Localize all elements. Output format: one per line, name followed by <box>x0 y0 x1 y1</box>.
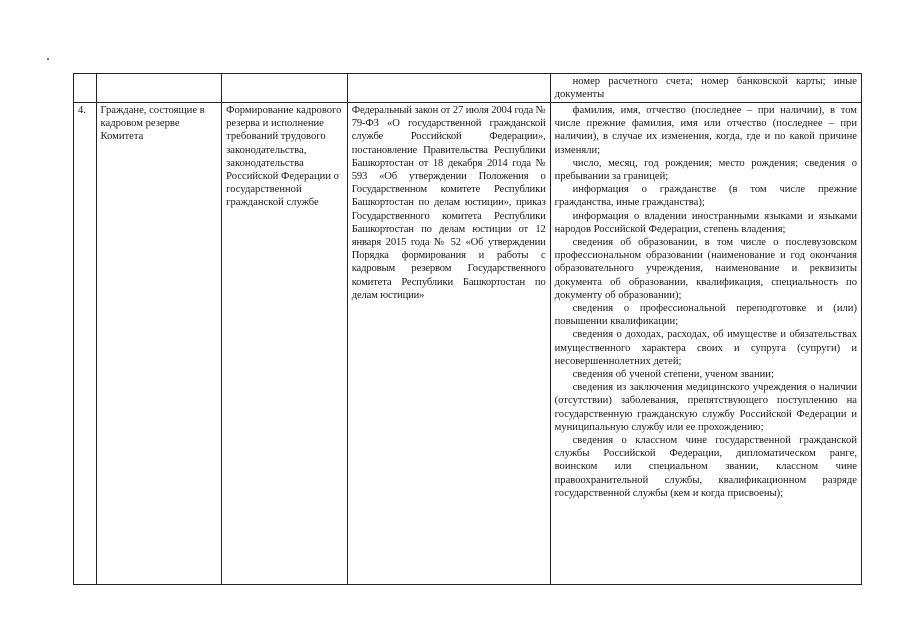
data-item-text: номер расчетного счета; номер банковской карты; иные документы <box>554 76 857 101</box>
data-item: сведения об ученой степени, ученом звании; <box>572 369 774 381</box>
data-item: сведения о профессиональной переподготовке и (или) повышении квалификации; <box>554 303 857 328</box>
table-row-4 <box>74 103 862 585</box>
cell-data-continuation <box>550 74 861 103</box>
cell-category <box>96 74 222 103</box>
personal-data-list <box>550 103 861 585</box>
data-item: сведения об образовании, в том числе о послевузовском профессиональном образовании (наименование и год окончания образовательного учреждения, наименование и реквизиты документа об образовании, квалификация, специальность по документу об образовании); <box>554 237 857 301</box>
data-item: число, месяц, год рождения; место рождения; сведения о пребывании за границей; <box>554 157 857 183</box>
data-item: фамилия, имя, отчество (последнее – при наличии), в том числе прежние фамилия, имя или отчество (последнее – при наличии), в случае их изменения, когда, где и по какой причине изменяли; <box>554 105 857 156</box>
legal-basis: Федеральный закон от 27 июля 2004 года № 79-ФЗ «О государственной гражданской службе Российской Федерации», постановление Правительства Республики Башкортостан от 18 декабря 2014 года № 593 «Об утверждении Положения о Государственном комитете Республики Башкортостан по делам юстиции», приказ Государственного комитета Республики Башкортостан по делам юстиции от 12 января 2015 года № 52 «Об утверждении Порядка формирования и работы с кадровым резервом Государственного комитета Республики Башкортостан по делам юстиции» <box>347 103 550 585</box>
personal-data-table <box>73 73 862 585</box>
data-item: информация о владении иностранными языками и языками народов Российской Федерации, степень владения; <box>554 210 857 235</box>
subject-category: Граждане, состоящие в кадровом резерве Комитета <box>96 103 222 585</box>
data-item: информация о гражданстве (в том числе прежние гражданства, иные гражданства); <box>554 184 857 209</box>
scan-speck <box>47 58 49 60</box>
row-number: 4. <box>74 103 97 585</box>
cell-number <box>74 74 97 103</box>
processing-purpose: Формирование кадрового резерва и исполнение требований трудового законодательства, законодательства Российской Федерации о государственной гражданской службе <box>222 103 348 585</box>
cell-legal-basis <box>347 74 550 103</box>
cell-purpose <box>222 74 348 103</box>
data-item: сведения о доходах, расходах, об имуществе и обязательствах имущественного характера своих и супруга (супруги) и несовершеннолетних детей; <box>554 329 857 367</box>
data-item: сведения из заключения медицинского учреждения о наличии (отсутствии) заболевания, препятствующего поступлению на государственную гражданскую службу Российской Федерации и муниципальную службу или ее прохождению; <box>554 382 857 433</box>
table-row-continuation <box>74 74 862 103</box>
data-item: сведения о классном чине государственной гражданской службы Российской Федерации, дипломатическом ранге, воинском или специальном звании, классном чине правоохранительной службы, квалификационном разряде государственной службы (кем и когда присвоены); <box>554 435 857 499</box>
